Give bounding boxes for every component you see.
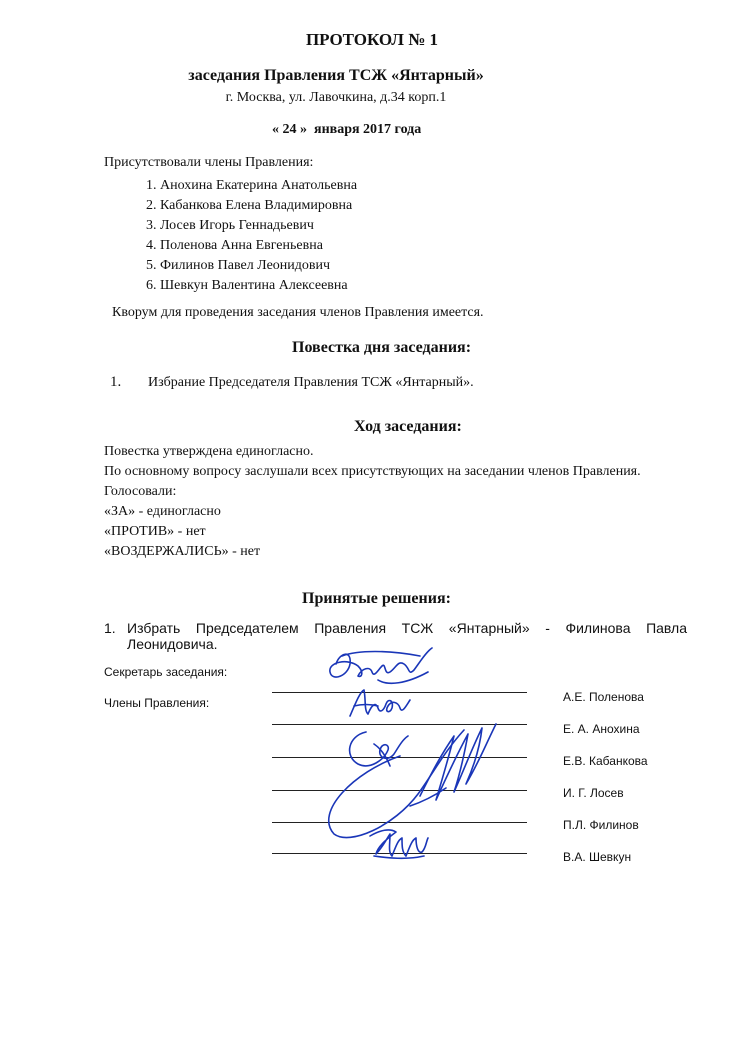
signatory-name: Е. А. Анохина bbox=[563, 722, 640, 736]
decision-word: «Янтарный» bbox=[448, 620, 530, 636]
document-date bbox=[272, 122, 421, 138]
document-title: ПРОТОКОЛ № 1 bbox=[305, 30, 439, 49]
proceedings-line: «ЗА» - единогласно bbox=[104, 504, 221, 519]
proceedings-heading: Ход заседания: bbox=[354, 418, 462, 435]
signatory-name: П.Л. Филинов bbox=[563, 818, 639, 832]
decision-item-line-2: Леонидовича. bbox=[127, 636, 218, 652]
proceedings-body bbox=[104, 442, 641, 562]
decision-word: ТСЖ bbox=[401, 620, 434, 636]
decision-word: Филинова bbox=[565, 620, 631, 636]
list-item: 5. Филинов Павел Леонидович bbox=[146, 258, 331, 273]
decisions-heading: Принятые решения: bbox=[302, 590, 451, 607]
agenda-heading: Повестка дня заседания: bbox=[292, 339, 472, 356]
proceedings-line: Голосовали: bbox=[104, 484, 177, 499]
decision-word: Избрать bbox=[127, 620, 181, 636]
agenda-item-number: 1. bbox=[110, 374, 122, 390]
document-subtitle: заседания Правления ТСЖ «Янтарный» bbox=[188, 67, 484, 84]
decision-word: Председателем bbox=[195, 620, 299, 636]
signature-shevkun bbox=[366, 822, 430, 862]
list-item: 6. Шевкун Валентина Алексеевна bbox=[146, 278, 348, 293]
quorum-text: Кворум для проведения заседания членов Правления имеется. bbox=[112, 305, 484, 320]
decision-item-number: 1. bbox=[104, 620, 116, 636]
signatory-names bbox=[563, 681, 648, 873]
signatory-name: И. Г. Лосев bbox=[563, 786, 624, 800]
attendance-heading: Присутствовали члены Правления: bbox=[104, 155, 314, 170]
decision-word: Правления bbox=[314, 620, 387, 636]
list-item: 1. Анохина Екатерина Анатольевна bbox=[146, 178, 358, 193]
members-label: Члены Правления: bbox=[104, 696, 210, 710]
proceedings-line: По основному вопросу заслушали всех присутствующих на заседании членов Правления. bbox=[104, 464, 641, 479]
secretary-label: Секретарь заседания: bbox=[104, 665, 228, 679]
proceedings-line: Повестка утверждена единогласно. bbox=[104, 444, 314, 459]
date-day: « 24 » bbox=[272, 122, 307, 137]
signatory-name: А.Е. Поленова bbox=[563, 690, 644, 704]
list-item: 3. Лосев Игорь Геннадьевич bbox=[146, 218, 314, 233]
signatory-name: Е.В. Кабанкова bbox=[563, 754, 648, 768]
agenda-item-text: Избрание Председателя Правления ТСЖ «Янтарный». bbox=[148, 375, 474, 390]
date-month-year: января 2017 года bbox=[314, 122, 422, 137]
proceedings-line: «ВОЗДЕРЖАЛИСЬ» - нет bbox=[104, 544, 261, 559]
list-item: 4. Поленова Анна Евгеньевна bbox=[146, 238, 323, 253]
document-address: г. Москва, ул. Лавочкина, д.34 корп.1 bbox=[225, 90, 447, 105]
signatory-name: В.А. Шевкун bbox=[563, 850, 632, 864]
decision-word: Павла bbox=[646, 620, 687, 636]
attendance-list bbox=[146, 176, 357, 296]
decision-word: - bbox=[545, 620, 550, 636]
decision-item-line-1 bbox=[127, 620, 687, 636]
list-item: 2. Кабанкова Елена Владимировна bbox=[146, 198, 353, 213]
proceedings-line: «ПРОТИВ» - нет bbox=[104, 524, 206, 539]
